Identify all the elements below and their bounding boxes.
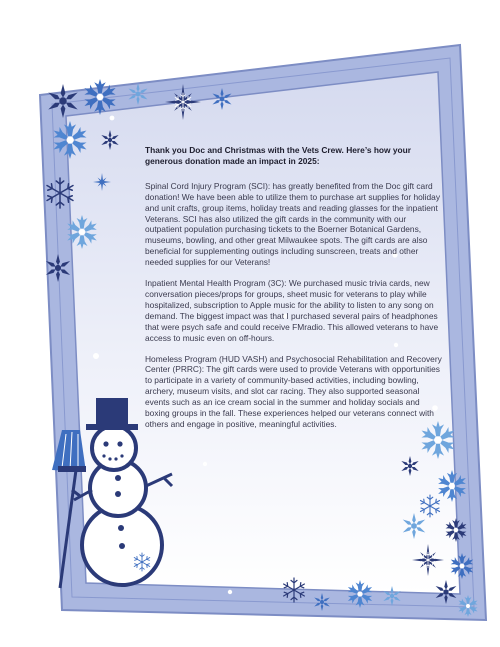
letter-intro: Thank you Doc and Christmas with the Vets Crew. Here’s how your generous donation made an impact in 2025: <box>145 145 412 166</box>
letter-body <box>145 145 445 440</box>
mental-health-paragraph: Inpatient Mental Health Program (3C): We purchased music trivia cards, new conversation pieces/props for groups, sheet music for veterans to play while hospitalized, subscription to Apple music for the ability to listen to any song on demand. The biggest impact was that I purchased several pairs of headphones that were psych safe and could receive FMradio. This allowed veterans to have access to music even on off-hours. <box>145 278 439 343</box>
sci-program-paragraph: Spinal Cord Injury Program (SCI): has greatly benefited from the Doc gift card donation! We have been able to utilize them to purchase art supplies for holiday and unit crafts, group items, holiday treats and reading glasses for the inpatient Veterans. SCI has also utilized the gift cards in the community with our outpatient population purchasing tickets to the Boerner Botanical Gardens, museums, bowling, and other great Milwaukee spots. The gift cards are also beneficial for supplementing outings including sunscreen, treats and other needed supplies for our Veterans! <box>145 180 441 268</box>
homeless-program-paragraph: Homeless Program (HUD VASH) and Psychosocial Rehabilitation and Recovery Center (PRRC): The gift cards were used to provide Veterans with opportunities to participate in a variety of community-based activities, including bowling, archery, museum visits, and slot car racing. They also supported seasonal events such as an ice cream social in the summer and holiday socials and boxing groups in the fall. These experiences helped our veterans connect with others and engage in positive, meaningful activities. <box>145 353 442 429</box>
